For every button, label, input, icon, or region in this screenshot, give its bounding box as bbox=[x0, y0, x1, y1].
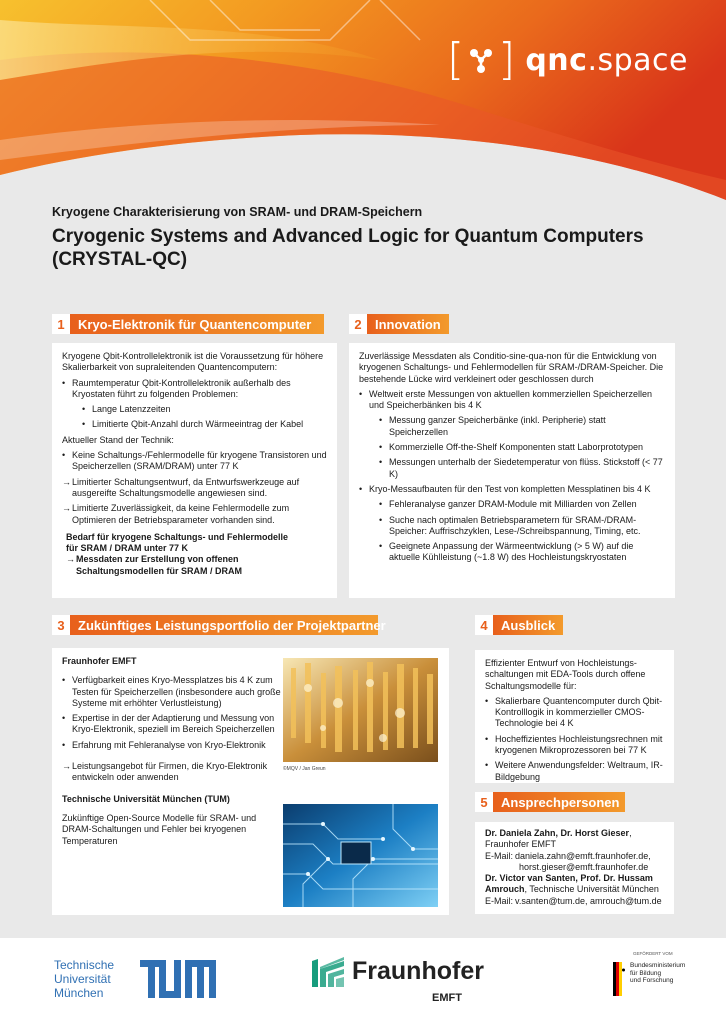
fraunhofer-mark-icon bbox=[312, 957, 344, 987]
section-4-header bbox=[475, 615, 563, 635]
section-5-card bbox=[475, 822, 674, 914]
arrow-icon: → bbox=[66, 554, 75, 565]
arrow-item: → Limitierte Zuverlässigkeit, da keine Fehlermodelle zum Optimieren der Betriebsparameter vorhanden sind. bbox=[62, 503, 290, 525]
list-item: • Skalierbare Quantencomputer durch Qbit-Kontrolllogik in kommerzieller CMOS-Technologie bei 4 K bbox=[485, 696, 664, 730]
list-item: • Kryo-Messaufbauten für den Test von kompletten Messplatinen bis 4 K • Fehleranalyse ganzer DRAM-Module mit Milliarden von Zellen • Suche nach optimalen Betriebsparametern für SRAM-/DRAM-Speicher: Auffrischzyklen, Lese-/Schreibspannung, Timing, etc. • Geeignete Anpassung der Wärmeentwicklung (> 5 W) auf die aktuelle Kühlleistung (~1.8 W) des Hochleistungskryostaten bbox=[359, 484, 665, 564]
arrow-item: → Limitierter Schaltungsentwurf, da Entwurfswerkzeuge auf ausgereifte Schaltungsmodelle angewiesen sind. bbox=[62, 476, 300, 498]
photo-credit: ©MQV / Jan Greun bbox=[283, 766, 326, 772]
section-1-card bbox=[52, 343, 337, 598]
org-1-name: Fraunhofer EMFT bbox=[62, 656, 137, 666]
list-item: • Weltweit erste Messungen von aktuellen kommerziellen Speicherzellen und Speicherbänken bis 4 K • Messung ganzer Speicherbänke (inkl. Peripherie) statt Speicherzellen • Kommerzielle Off-the-Shelf Komponenten statt Laborprototypen • Messungen unterhalb der Siedetemperatur von flüss. Stickstoff (< 77 K) bbox=[359, 389, 665, 480]
email-link[interactable]: v.santen@tum.de, amrouch@tum.de bbox=[515, 895, 662, 906]
arrow-icon: → bbox=[62, 476, 71, 487]
need-statement: Bedarf für kryogene Schaltungs- und Fehlermodelle für SRAM / DRAM unter 77 K → Messdaten zur Erstellung von offenen Schaltungsmodellen für SRAM / DRAM bbox=[66, 532, 296, 577]
email-link[interactable]: horst.gieser@emft.fraunhofer.de bbox=[519, 861, 649, 872]
poster-title bbox=[52, 225, 672, 271]
arrow-icon: → bbox=[62, 503, 71, 514]
section-number: 3 bbox=[52, 615, 70, 635]
logo-bracket-right: ] bbox=[498, 34, 516, 85]
list-item: • Suche nach optimalen Betriebsparametern für SRAM-/DRAM-Speicher: Auffrischzyklen, Lese-/Schreibspannung, Timing, etc. bbox=[379, 515, 665, 538]
intro-text: Kryogene Qbit-Kontrollelektronik ist die Voraussetzung für höhere Skalierbarkeit von supraleitenden Quantencomputern: bbox=[62, 351, 324, 373]
intro-text: Effizienter Entwurf von Hochleistungs-schaltungen mit EDA-Tools durch offene Schaltungsmodelle für: bbox=[485, 658, 646, 691]
list-item: • Geeignete Anpassung der Wärmeentwicklung (> 5 W) auf die aktuelle Kühlleistung (~1.8 W) des Hochleistungskryostaten bbox=[379, 541, 665, 564]
intro-text: Zuverlässige Messdaten als Conditio-sine-qua-non für die Entwicklung von kryogenen Schaltungs- und Fehlermodellen für SRAM-/DRAM-Speicher. Die bestehende Lücke wird verkleinert oder geschlossen durch bbox=[359, 351, 664, 384]
tum-logo-icon bbox=[140, 960, 216, 998]
arrow-item: → Leistungsangebot für Firmen, die Kryo-Elektronik entwickeln oder anwenden bbox=[62, 761, 268, 783]
tum-wordmark: Technische Universität München bbox=[54, 958, 115, 1000]
section-4-card bbox=[475, 650, 674, 783]
section-title: Zukünftiges Leistungsportfolio der Projektpartner bbox=[70, 615, 378, 635]
section-title: Innovation bbox=[367, 314, 449, 334]
list-item: • Keine Schaltungs-/Fehlermodelle für kryogene Transistoren und Speicherzellen (SRAM/DRAM) unter 77 K bbox=[62, 450, 327, 473]
contact-1: Dr. Daniela Zahn, Dr. Horst Gieser, Fraunhofer EMFT bbox=[485, 828, 632, 850]
title-line-1: Cryogenic Systems and Advanced Logic for Quantum Computers bbox=[52, 226, 644, 247]
header-banner bbox=[0, 0, 726, 200]
contact-2: Dr. Victor van Santen, Prof. Dr. Hussam Amrouch, Technische Universität München bbox=[485, 873, 659, 895]
list-item: • Expertise in der der Adaptierung und Messung von Kryo-Elektronik, speziell im Bereich Speicherzellen bbox=[62, 713, 284, 736]
org-2-block bbox=[62, 794, 284, 847]
logo-bracket-left: [ bbox=[446, 34, 465, 85]
list-item: • Fehleranalyse ganzer DRAM-Module mit Milliarden von Zellen bbox=[379, 499, 665, 510]
title-line-2: (CRYSTAL-QC) bbox=[52, 249, 188, 270]
emft-label: EMFT bbox=[432, 992, 462, 1004]
bmbf-kicker: GEFÖRDERT VOM bbox=[633, 951, 673, 956]
section-3-header bbox=[52, 615, 386, 635]
need-arrow: → Messdaten zur Erstellung von offenen Schaltungsmodellen für SRAM / DRAM bbox=[66, 554, 243, 576]
list-item: • Weitere Anwendungsfelder: Weltraum, IR-Bildgebung bbox=[485, 760, 664, 783]
org-2-name: Technische Universität München (TUM) bbox=[62, 793, 230, 804]
contact-2-email: E-Mail: v.santen@tum.de, amrouch@tum.de bbox=[485, 895, 662, 906]
section-title: Ansprechpersonen bbox=[493, 792, 625, 812]
section-number: 2 bbox=[349, 314, 367, 334]
list-item: • Lange Latenzzeiten bbox=[82, 404, 327, 415]
section-number: 5 bbox=[475, 792, 493, 812]
list-item: • Hocheffizientes Hochleistungsrechnen mit kryogenen Mikroprozessoren bei 77 K bbox=[485, 734, 664, 757]
qnc-space-logo bbox=[446, 34, 688, 85]
contact-1-email: E-Mail: daniela.zahn@emft.fraunhofer.de, horst.gieser@emft.fraunhofer.de bbox=[485, 851, 664, 874]
org-1-block bbox=[62, 656, 284, 784]
bmbf-logo bbox=[613, 951, 685, 996]
email-link[interactable]: daniela.zahn@emft.fraunhofer.de, bbox=[515, 850, 651, 861]
section-title: Ausblick bbox=[493, 615, 563, 635]
circuit-board-photo bbox=[283, 804, 438, 907]
section-5-header bbox=[475, 792, 625, 812]
list-item: • Raumtemperatur Qbit-Kontrollelektronik außerhalb des Kryostaten führt zu folgenden Problemen: • Lange Latenzzeiten • Limitierte Qbit-Anzahl durch Wärmeeintrag der Kabel bbox=[62, 378, 327, 431]
logo-wordmark: qnc.space bbox=[525, 42, 688, 78]
molecule-icon bbox=[466, 45, 496, 75]
section-number: 4 bbox=[475, 615, 493, 635]
list-item: • Verfügbarkeit eines Kryo-Messplatzes bis 4 K zum Testen für Speicherzellen (insbesondere auch große Systeme mit erhöhter Verlustleistung) bbox=[62, 675, 284, 709]
section-2-card bbox=[349, 343, 675, 598]
list-item: • Messung ganzer Speicherbänke (inkl. Peripherie) statt Speicherzellen bbox=[379, 415, 665, 438]
section-1-header bbox=[52, 314, 324, 334]
list-item: • Erfahrung mit Fehleranalyse von Kryo-Elektronik bbox=[62, 740, 284, 751]
list-item: • Kommerzielle Off-the-Shelf Komponenten statt Laborprototypen bbox=[379, 442, 665, 453]
cryo-lab-photo bbox=[283, 658, 438, 762]
german-eagle-icon bbox=[613, 962, 625, 996]
org-2-text: Zukünftige Open-Source Modelle für SRAM- und DRAM-Schaltungen und Fehler bei kryogenen Temperaturen bbox=[62, 812, 257, 846]
arrow-icon: → bbox=[62, 761, 71, 772]
list-item: • Messungen unterhalb der Siedetemperatur von flüss. Stickstoff (< 77 K) bbox=[379, 457, 665, 480]
section-title: Kryo-Elektronik für Quantencomputer bbox=[70, 314, 324, 334]
state-label: Aktueller Stand der Technik: bbox=[62, 434, 174, 445]
section-number: 1 bbox=[52, 314, 70, 334]
bmbf-name: Bundesministerium für Bildung und Forschung bbox=[630, 962, 686, 984]
section-2-header bbox=[349, 314, 449, 334]
poster-subtitle: Kryogene Charakterisierung von SRAM- und DRAM-Speichern bbox=[52, 205, 423, 219]
list-item: • Limitierte Qbit-Anzahl durch Wärmeeintrag der Kabel bbox=[82, 419, 327, 430]
fraunhofer-logo bbox=[312, 957, 484, 987]
fraunhofer-wordmark: Fraunhofer bbox=[352, 957, 484, 985]
